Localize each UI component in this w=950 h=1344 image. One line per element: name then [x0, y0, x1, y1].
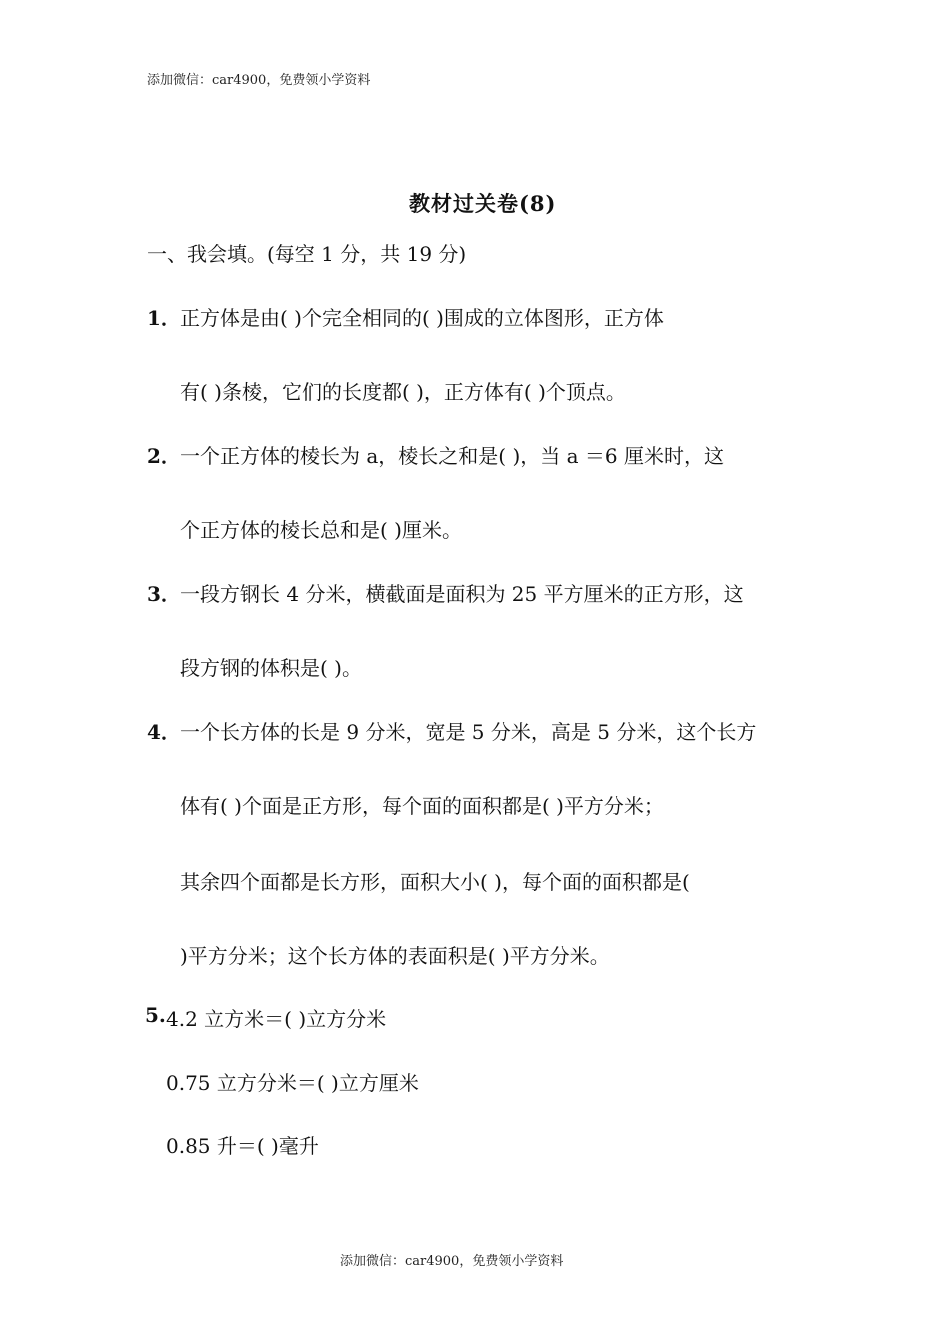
- q3-line2: 段方钢的体积是( )。: [180, 656, 362, 680]
- q1-line1: 正方体是由( )个完全相同的( )围成的立体图形，正方体: [180, 306, 664, 330]
- q4-line1: 一个长方体的长是 9 分米，宽是 5 分米，高是 5 分米，这个长方: [180, 720, 757, 744]
- q2-number: 2．: [147, 444, 181, 468]
- q5-line2: 0.75 立方分米＝( )立方厘米: [166, 1071, 419, 1095]
- q2-line1: 一个正方体的棱长为 a，棱长之和是( )，当 a ＝6 厘米时，这: [180, 444, 724, 468]
- q4-number: 4．: [147, 720, 181, 744]
- q4-line4: )平方分米；这个长方体的表面积是( )平方分米。: [180, 944, 610, 968]
- q1-number: 1．: [147, 306, 181, 330]
- page-title: 教材过关卷(8): [409, 191, 557, 216]
- q5-number: 5.: [145, 1003, 166, 1027]
- q2-line2: 个正方体的棱长总和是( )厘米。: [180, 518, 462, 542]
- q3-line1: 一段方钢长 4 分米，横截面是面积为 25 平方厘米的正方形，这: [180, 582, 744, 606]
- q4-line3: 其余四个面都是长方形，面积大小( )，每个面的面积都是(: [180, 870, 690, 894]
- q4-line2: 体有( )个面是正方形，每个面的面积都是( )平方分米；: [180, 794, 664, 818]
- footer-watermark: 添加微信：car4900，免费领小学资料: [340, 1254, 564, 1269]
- q3-number: 3．: [147, 582, 181, 606]
- q5-line1: 4.2 立方米＝( )立方分米: [166, 1007, 387, 1031]
- q1-line2: 有( )条棱，它们的长度都( )，正方体有( )个顶点。: [180, 380, 626, 404]
- q5-line3: 0.85 升＝( )毫升: [166, 1134, 319, 1158]
- header-watermark: 添加微信：car4900，免费领小学资料: [147, 73, 371, 88]
- section-heading: 一、我会填。(每空 1 分，共 19 分): [147, 242, 467, 266]
